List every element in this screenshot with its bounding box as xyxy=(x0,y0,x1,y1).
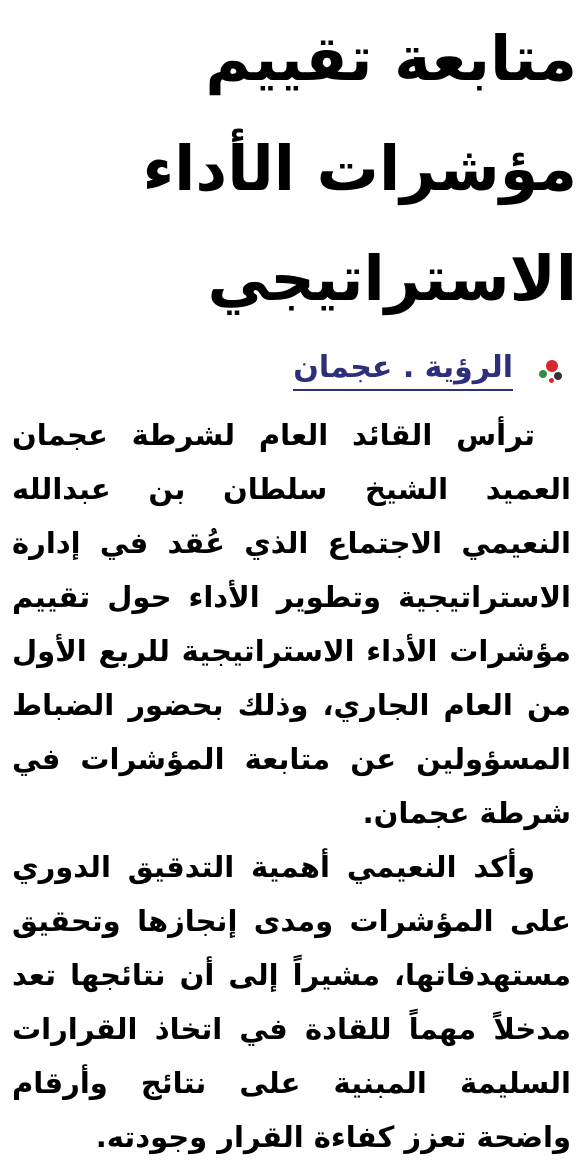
article-paragraph-2: وأكد النعيمي أهمية التدقيق الدوري على المؤشرات ومدى إنجازها وتحقيق مستهدفاتها، مشيراً إلى أن نتائجها تعد مدخلاً مهماً للقادة في اتخاذ القرارات السليمة المبنية على نتائج وأرقام واضحة تعزز كفاءة القرار وجودته. xyxy=(12,850,571,1154)
logo-dot-red xyxy=(546,360,558,372)
byline xyxy=(293,348,513,392)
logo-dot-small xyxy=(549,378,554,383)
logo-dot-green xyxy=(539,370,547,378)
logo-dot-dark xyxy=(554,372,562,380)
article-body xyxy=(12,408,571,1164)
article-paragraph-1: ترأس القائد العام لشرطة عجمان العميد الشيخ سلطان بن عبدالله النعيمي الاجتماع الذي عُقد في إدارة الاستراتيجية وتطوير الأداء حول تقييم مؤشرات الأداء الاستراتيجية للربع الأول من العام الجاري، وذلك بحضور الضباط المسؤولين عن متابعة المؤشرات في شرطة عجمان. xyxy=(12,418,571,830)
byline-source: الرؤية . عجمان xyxy=(293,350,513,391)
headline xyxy=(100,4,577,334)
headline-line-1: متابعة تقييم xyxy=(205,22,577,95)
headline-line-3: الاستراتيجي xyxy=(207,242,577,315)
publication-logo-icon xyxy=(537,356,567,386)
headline-line-2: مؤشرات الأداء xyxy=(142,132,577,205)
